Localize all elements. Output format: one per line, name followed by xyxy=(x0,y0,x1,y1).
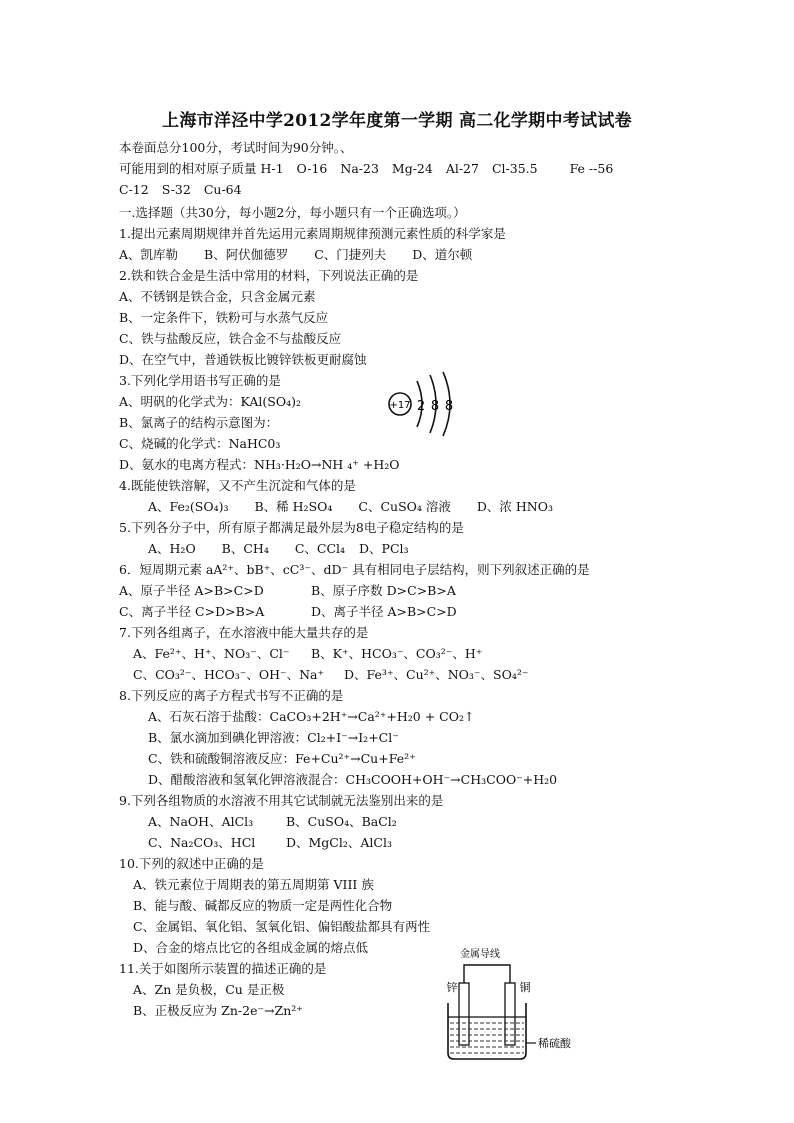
q1-option-c[interactable]: C、门捷列夫 xyxy=(314,247,387,262)
q3-option-a[interactable]: A、明矾的化学式为：KAl(SO₄)₂ xyxy=(119,394,301,409)
q1-option-d[interactable]: D、道尔顿 xyxy=(412,247,473,262)
q10-option-c[interactable]: C、金属铝、氧化铝、氢氧化铝、偏铝酸盐都具有两性 xyxy=(133,919,431,934)
q7-options-row1 xyxy=(133,646,482,662)
q8-option-b[interactable]: B、氯水滴加到碘化钾溶液：Cl₂+I⁻→I₂+Cl⁻ xyxy=(148,730,399,745)
q10-option-d[interactable]: D、合金的熔点比它的各组成金属的熔点低 xyxy=(133,940,369,955)
mass-cl: Cl-35.5 xyxy=(491,161,538,176)
q8-option-a[interactable]: A、石灰石溶于盐酸：CaCO₃+2H⁺→Ca²⁺+H₂0 + CO₂↑ xyxy=(148,709,475,724)
q1-options xyxy=(119,247,472,263)
zinc-electrode xyxy=(459,983,469,1045)
q3-option-c[interactable]: C、烧碱的化学式：NaHC0₃ xyxy=(119,436,281,451)
q6-option-c[interactable]: C、离子半径 C>D>B>A xyxy=(119,604,265,619)
q5-option-c[interactable]: C、CCl₄ xyxy=(294,541,346,556)
wire-label: 金属导线 xyxy=(460,949,500,960)
metal-wire xyxy=(464,965,510,983)
q10-option-a[interactable]: A、铁元素位于周期表的第五周期第 VIII 族 xyxy=(133,877,374,892)
mass-o: O-16 xyxy=(296,161,328,176)
q4-options xyxy=(148,499,553,515)
q4-option-c[interactable]: C、CuSO₄ 溶液 xyxy=(358,499,451,514)
q1-stem: 1.提出元素周期规律并首先运用元素周期规律预测元素性质的科学家是 xyxy=(119,226,506,241)
q6-options-row2 xyxy=(119,604,457,620)
mass-mg: Mg-24 xyxy=(391,161,433,176)
q10-stem: 10.下列的叙述中正确的是 xyxy=(119,856,264,871)
q4-option-b[interactable]: B、稀 H₂SO₄ xyxy=(254,499,333,514)
q2-option-d[interactable]: D、在空气中，普通铁板比镀锌铁板更耐腐蚀 xyxy=(119,352,367,367)
q5-option-a[interactable]: A、H₂O xyxy=(148,541,196,556)
chloride-ion-diagram xyxy=(383,369,463,439)
copper-electrode xyxy=(505,983,515,1045)
q2-stem: 2.铁和铁合金是生活中常用的材料，下列说法正确的是 xyxy=(119,268,419,283)
q4-option-d[interactable]: D、浓 HNO₃ xyxy=(476,499,553,514)
q8-option-c[interactable]: C、铁和硫酸铜溶液反应：Fe+Cu²⁺→Cu+Fe²⁺ xyxy=(148,751,416,766)
atomic-masses-line1 xyxy=(119,161,613,177)
shell-electrons-1: 2 xyxy=(416,399,426,414)
q2-option-a[interactable]: A、不锈钢是铁合金，只含金属元素 xyxy=(119,289,316,304)
q6-option-b[interactable]: B、原子序数 D>C>B>A xyxy=(310,583,456,598)
mass-na: Na-23 xyxy=(340,161,379,176)
mass-s: S-32 xyxy=(161,182,191,197)
q10-option-b[interactable]: B、能与酸、碱都反应的物质一定是两性化合物 xyxy=(133,898,393,913)
q11-option-b[interactable]: B、正极反应为 Zn-2e⁻→Zn²⁺ xyxy=(133,1003,303,1018)
q6-stem: 6．短周期元素 aA²⁺、bB⁺、cC³⁻、dD⁻ 具有相同电子层结构，则下列叙述正确的是 xyxy=(119,562,590,577)
atomic-masses-line2 xyxy=(119,182,242,198)
q7-option-a[interactable]: A、Fe²⁺、H⁺、NO₃⁻、Cl⁻ xyxy=(133,646,290,661)
q3-stem: 3.下列化学用语书写正确的是 xyxy=(119,373,281,388)
q4-option-a[interactable]: A、Fe₂(SO₄)₃ xyxy=(148,499,229,514)
q5-stem: 5.下列各分子中，所有原子都满足最外层为8电子稳定结构的是 xyxy=(119,520,464,535)
q9-option-b[interactable]: B、CuSO₄、BaCl₂ xyxy=(285,814,397,829)
q4-stem: 4.既能使铁溶解，又不产生沉淀和气体的是 xyxy=(119,478,356,493)
mass-h: 可能用到的相对原子质量 H-1 xyxy=(119,161,284,176)
q1-option-b[interactable]: B、阿伏伽德罗 xyxy=(204,247,289,262)
q1-option-a[interactable]: A、凯库勒 xyxy=(119,247,179,262)
mass-cu: Cu-64 xyxy=(203,182,242,197)
q6-option-a[interactable]: A、原子半径 A>B>C>D xyxy=(119,583,264,598)
q7-option-d[interactable]: D、Fe³⁺、Cu²⁺、NO₃⁻、SO₄²⁻ xyxy=(343,667,529,682)
q3-option-b[interactable]: B、氯离子的结构示意图为： xyxy=(119,415,279,430)
galvanic-cell-figure xyxy=(428,945,588,1067)
section-heading: 一.选择题（共30分，每小题2分，每小题只有一个正确选项。） xyxy=(119,205,466,220)
q7-option-b[interactable]: B、K⁺、HCO₃⁻、CO₃²⁻、H⁺ xyxy=(310,646,483,661)
q7-options-row2 xyxy=(133,667,528,683)
q8-stem: 8.下列反应的离子方程式书写不正确的是 xyxy=(119,688,344,703)
q6-option-d[interactable]: D、离子半径 A>B>C>D xyxy=(310,604,457,619)
q8-option-d[interactable]: D、醋酸溶液和氢氧化钾溶液混合：CH₃COOH+OH⁻→CH₃COO⁻+H₂0 xyxy=(148,772,558,787)
shell-electrons-2: 8 xyxy=(430,399,440,414)
q9-option-d[interactable]: D、MgCl₂、AlCl₃ xyxy=(285,835,392,850)
copper-label: 铜 xyxy=(519,981,531,994)
shell-electrons-3: 8 xyxy=(444,399,454,414)
q5-options xyxy=(148,541,409,557)
q2-option-c[interactable]: C、铁与盐酸反应，铁合金不与盐酸反应 xyxy=(119,331,342,346)
q7-stem: 7.下列各组离子，在水溶液中能大量共存的是 xyxy=(119,625,369,640)
acid-label: 稀硫酸 xyxy=(538,1037,571,1050)
mass-fe: Fe --56 xyxy=(569,161,614,176)
q6-options-row1 xyxy=(119,583,456,599)
q9-option-c[interactable]: C、Na₂CO₃、HCl xyxy=(148,835,256,850)
nucleus-charge: +17 xyxy=(389,400,411,411)
q11-stem: 11.关于如图所示装置的描述正确的是 xyxy=(119,961,327,976)
mass-al: Al-27 xyxy=(445,161,479,176)
q5-option-d[interactable]: D、PCl₃ xyxy=(359,541,409,556)
page-title: 上海市洋泾中学2012学年度第一学期 高二化学期中考试试卷 xyxy=(162,111,632,131)
q5-option-b[interactable]: B、CH₄ xyxy=(221,541,269,556)
q9-options-row1 xyxy=(148,814,397,830)
q9-option-a[interactable]: A、NaOH、AlCl₃ xyxy=(148,814,254,829)
zinc-label: 锌 xyxy=(446,981,458,994)
q2-option-b[interactable]: B、一定条件下，铁粉可与水蒸气反应 xyxy=(119,310,329,325)
q9-stem: 9.下列各组物质的水溶液不用其它试制就无法鉴别出来的是 xyxy=(119,793,444,808)
q3-option-d[interactable]: D、氨水的电离方程式：NH₃·H₂O→NH ₄⁺ +H₂O xyxy=(119,457,400,472)
q7-option-c[interactable]: C、CO₃²⁻、HCO₃⁻、OH⁻、Na⁺ xyxy=(133,667,325,682)
q9-options-row2 xyxy=(148,835,392,851)
q11-option-a[interactable]: A、Zn 是负极，Cu 是正极 xyxy=(133,982,285,997)
mass-c: C-12 xyxy=(119,182,149,197)
exam-info: 本卷面总分100分，考试时间为90分钟。、 xyxy=(119,140,353,155)
